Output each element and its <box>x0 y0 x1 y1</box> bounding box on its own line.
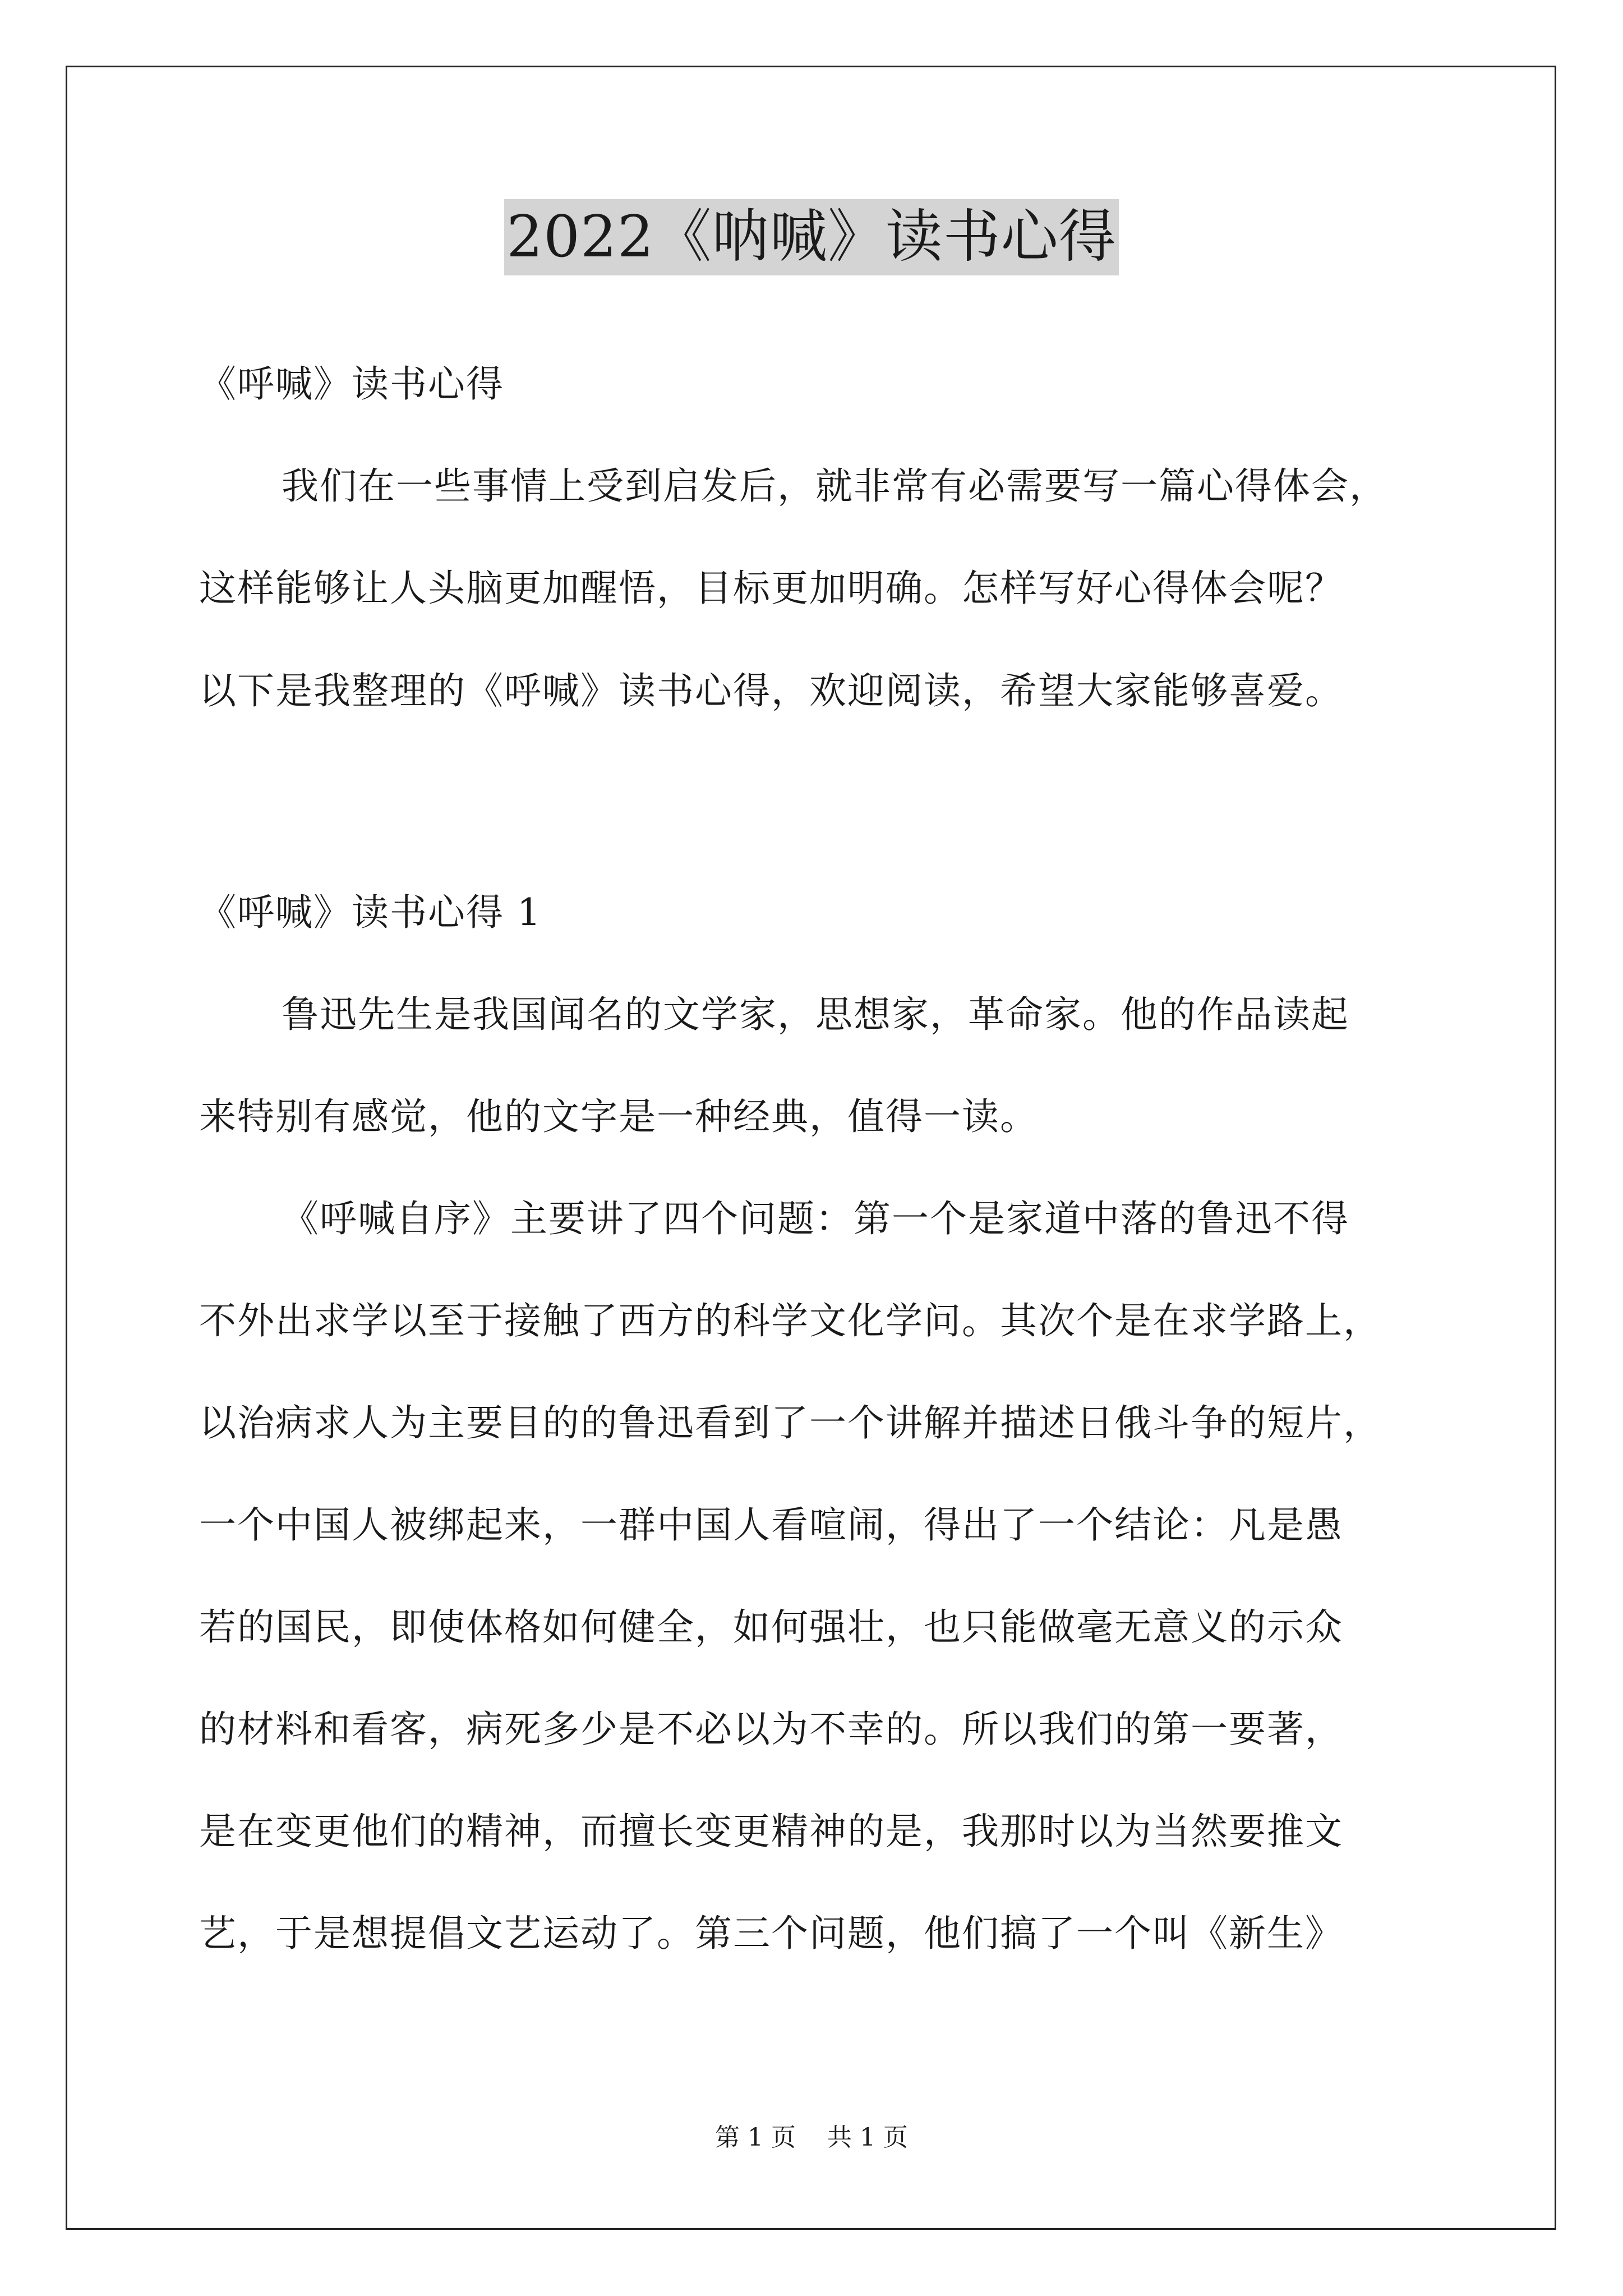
paragraph-line: 一个中国人被绑起来，一群中国人看喧闹，得出了一个结论：凡是愚 <box>199 1503 1343 1547</box>
page-footer <box>0 2121 1623 2155</box>
section-heading: 《呼喊》读书心得 1 <box>199 891 542 934</box>
document-title: 2022《呐喊》读书心得 <box>504 199 1119 275</box>
paragraph-line: 《呼喊自序》主要讲了四个问题：第一个是家道中落的鲁迅不得 <box>282 1197 1349 1240</box>
paragraph-line: 不外出求学以至于接触了西方的科学文化学问。其次个是在求学路上， <box>199 1299 1381 1342</box>
paragraph-line: 鲁迅先生是我国闻名的文学家，思想家，革命家。他的作品读起 <box>282 993 1349 1036</box>
paragraph-line: 来特别有感觉，他的文字是一种经典，值得一读。 <box>199 1095 1038 1138</box>
paragraph-line: 这样能够让人头脑更加醒悟，目标更加明确。怎样写好心得体会呢？ <box>199 567 1343 610</box>
paragraph-line: 若的国民，即使体格如何健全，如何强壮，也只能做毫无意义的示众 <box>199 1605 1343 1649</box>
paragraph-line: 的材料和看客，病死多少是不必以为不幸的。所以我们的第一要著， <box>199 1708 1343 1751</box>
paragraph-line: 以下是我整理的《呼喊》读书心得，欢迎阅读，希望大家能够喜爱。 <box>199 669 1343 712</box>
paragraph-line: 我们在一些事情上受到启发后，就非常有必需要写一篇心得体会， <box>282 464 1387 508</box>
paragraph-line: 以治病求人为主要目的的鲁迅看到了一个讲解并描述日俄斗争的短片， <box>199 1401 1381 1444</box>
title-block <box>0 199 1623 275</box>
paragraph-line: 艺，于是想提倡文艺运动了。第三个问题，他们搞了一个叫《新生》 <box>199 1912 1343 1955</box>
section-heading: 《呼喊》读书心得 <box>199 362 504 406</box>
paragraph-line: 是在变更他们的精神，而擅长变更精神的是，我那时以为当然要推文 <box>199 1810 1343 1853</box>
page-number: 第 1 页 <box>715 2123 796 2152</box>
page-total: 共 1 页 <box>827 2123 908 2152</box>
